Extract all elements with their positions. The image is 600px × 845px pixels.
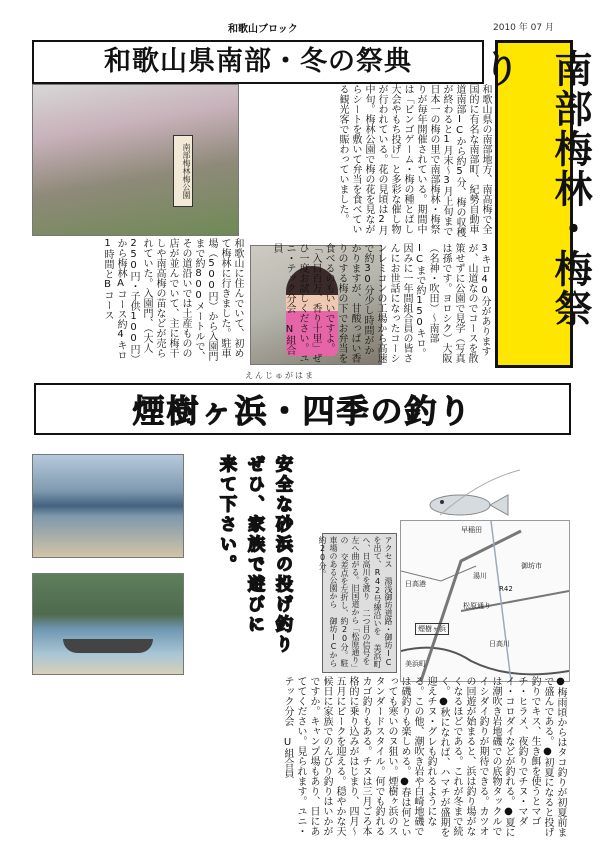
map-label-4: 煙樹ヶ浜 bbox=[415, 623, 449, 635]
section2-title-box bbox=[34, 383, 571, 435]
beach-boat-photo bbox=[32, 573, 184, 675]
fishing-seasons-text: ●梅雨頃からはタコ釣りが初夏前まで盛んである。●初夏になると投げ釣りでキス、生き餌を使うとマゴチ・ヒラメ、夜釣りでチヌ・マダイ・コロダイなどが釣れる。●夏には潮吹き岩地磯での底物タックルでイシダイ釣りが期待できる。カツオの回遊が始まると、浜は釣り場がなくなるほどである。これが冬まで続く。●秋になれば、ハマチが盛期を迎えチヌ・グレも釣れるようになる。この他、潮吹き岩や白崎地磯では磯釣りも楽しめる。●春は何といっても寒いのヌ狙い。煙樹ヶ浜のスタンダードスタイル。何でも釣れるカゴ釣りもある。チヌは三月ごろ本格的に乗り込みがはじまり、四月～五月にピークを迎える。穏やかな天候日に家族でのんびり釣りはいかがですか。キャンプ場もあり、日にあててください。見られます。ユニ・テック分会 U組合員 bbox=[282, 676, 566, 837]
map-label-2: 美浜町 bbox=[405, 660, 426, 668]
map-label-3: 御坊市 bbox=[521, 562, 542, 570]
access-map bbox=[400, 520, 570, 682]
title2-ruby: えんじゅがはま bbox=[245, 371, 315, 380]
map-label-1: 日高港 bbox=[405, 580, 426, 588]
header-date: 2010 年 07 月 bbox=[493, 23, 554, 33]
header-block-name: 和歌山ブロック bbox=[228, 24, 298, 35]
plum-grove-photo bbox=[32, 84, 239, 236]
banner-text: 南部梅林・梅祭り bbox=[476, 49, 592, 329]
section1-col3-text: 3キロ40分がありますが、山道なのでコースを散策せずに公園で見学（写真は孫です。ヨロシク）大阪（名神・吹田）～南部ICまで約150キロ。因みに一年間組合員の皆さんにお世話になったコーシンレミコンの工場から高速で約30分少し時間がかかりますが、甘酸っぱい香りのする梅の下でお弁当を食べるのもいいですよ。「入目百万、香り十里」ぜひ一度お試しください。ユニ・テック分会 N組合員 bbox=[271, 243, 490, 363]
park-sign: 南部梅林梅公園 bbox=[173, 135, 193, 207]
beach-anglers-photo bbox=[32, 454, 184, 558]
section1-title: 和歌山県南部・冬の祭典 bbox=[32, 40, 484, 84]
section2-title: 煙樹ヶ浜・四季の釣り bbox=[132, 392, 473, 430]
map-label-5: R42 bbox=[499, 585, 513, 593]
map-label-7: 早稲田 bbox=[461, 526, 482, 534]
map-label-8: 湯川 bbox=[473, 572, 487, 580]
boat-shape bbox=[63, 639, 153, 653]
section1-col2-text: 和歌山に住んでいて、初めて梅林に行きました。駐車場（500円）から入園門まで約800メートルで、その道沿いでは土産ものの店が並んでいて、主に梅干しや南高梅の苗などが売られていた。入園門、（大人250円・子供100円）から梅林Aコース約4キロ1時間とBコース bbox=[102, 238, 243, 361]
invitation-callout bbox=[186, 455, 296, 675]
invitation-text: 安全な砂浜の投げ釣り ぜひ、家族で遊びに 来て下さい。 bbox=[216, 455, 292, 655]
section1-col1-text: 和歌山県の南部地方、南高梅で全国的に有名な南部町、紀勢自動車道南部ICから約5分、梅の収穫が終わると1月末～3月上旬まで日本一の梅の里で南部梅林・梅祭りが毎年開催されている。期間中は「ビンゴゲーム・梅の種とばし大会やもち投げ」と多彩な催し物が行われている。花の見頃は2月中旬。梅林公園で梅の花を見ながらシートを敷いて弁当を食べている観光客で賑わっていました。 bbox=[337, 84, 491, 237]
map-label-6: 松原通り bbox=[463, 602, 491, 610]
access-note: アクセス 湯浅御坊道路・御坊ICを出て、R42号線沿いを 美浜町へ、日高川を渡り 二つ目の信号を左へ曲がる。旧国道から「松原通り」の 交差点を左折し、約20分。駐車場のある公園から 御坊ICから約20分。 bbox=[322, 533, 397, 673]
map-label-0: 日高川 bbox=[489, 640, 510, 648]
plum-festival-banner bbox=[476, 40, 592, 368]
